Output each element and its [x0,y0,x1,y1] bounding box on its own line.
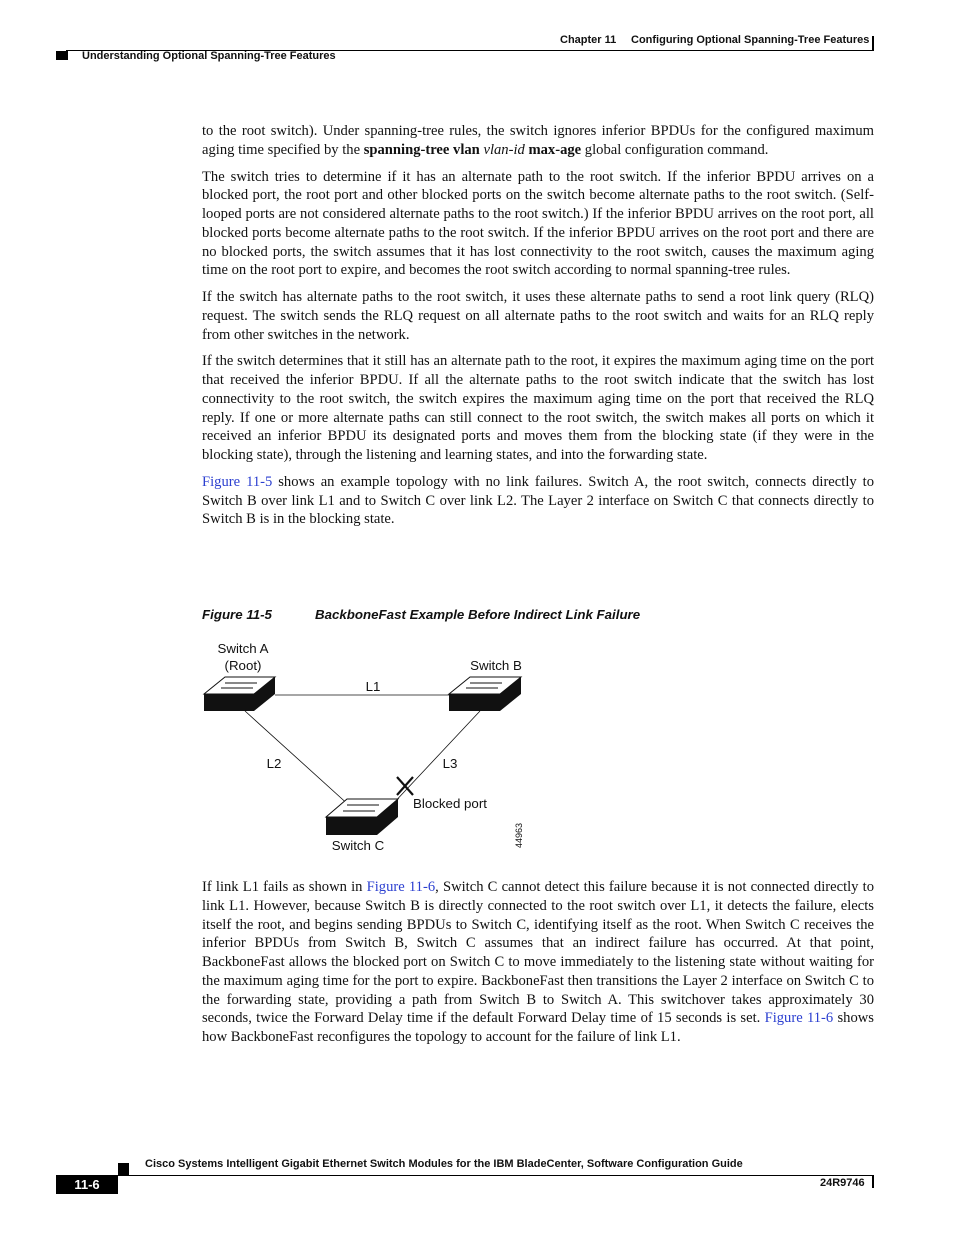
command-keyword: spanning-tree vlan [363,141,480,158]
document-number: 24R9746 [820,1177,865,1189]
page-number: 11-6 [56,1175,118,1194]
switch-a-icon [204,677,275,711]
paragraph-1 [202,122,874,160]
paragraph-6 [202,878,874,1047]
figure-link[interactable]: Figure 11-5 [202,473,273,490]
paragraph-4: If the switch determines that it still has an alternate path to the root, it expires the maximum aging time on the port that received the inferior BPDU. If all the alternate paths to the root switch indicate that the switch has lost connectivity to the root switch, the switch expires the maximum aging time on the port that received the RLQ reply. If one or more alternate paths can still connect to the root switch, the switch makes all ports on which it received an inferior BPDU its designated ports and moves them from the blocking state (if they were in the blocking state), through the listening and learning states, and into the forwarding state. [202,353,874,463]
paragraph-6-text-mid: , Switch C cannot detect this failure because it is not connected directly to link L1. However, because Switch B is directly connected to the root switch over L1, it detects the failure, elects itself the root, and begins sending BPDUs to Switch C, identifying itself as the root. When Switch C receives the inferior BPDUs from Switch B, Switch C assumes that an indirect failure has occurred. At that point, BackboneFast allows the blocked port on Switch C to move immediately to the listening state without waiting for the maximum aging time for the port to expire. BackboneFast then transitions the Layer 2 interface on Switch C to the forwarding state, providing a path from Switch B to Switch A. This switchover takes approximately 30 seconds, twice the Forward Delay time if the default Forward Delay time of 15 seconds is set. [202,879,874,1027]
figure-title: BackboneFast Example Before Indirect Link Failure [315,607,641,622]
figure-link[interactable]: Figure 11-6 [366,879,436,895]
body-upper [202,122,874,537]
link-l3-line [390,711,480,807]
paragraph-3: If the switch has alternate paths to the root switch, it uses these alternate paths to send a root link query (RLQ) request. The switch sends the RLQ request on all alternate paths to the root switch and waits for an RLQ reply from other switches in the network. [202,289,874,343]
switch-c-label: Switch C [331,838,385,853]
figure-caption [202,607,640,622]
switch-a-root-label: (Root) [224,658,262,673]
blocked-port-x-icon [397,777,413,795]
header-rule-marker [872,36,874,51]
paragraph-5-text: shows an example topology with no link failures. Switch A, the root switch, connects directly to Switch B over link L1 and to Switch C over link L2. The Layer 2 interface on Switch C that connects directly to Switch B is in the blocking state. [202,473,874,528]
footer-block-marker [118,1163,129,1175]
topology-diagram [195,635,545,860]
footer-title: Cisco Systems Intelligent Gigabit Ethernet Switch Modules for the IBM BladeCenter, Software Configuration Guide [145,1158,743,1170]
switch-c-icon [326,799,398,835]
footer-rule [118,1175,874,1176]
switch-b-icon [449,677,521,711]
figure-art-id: 44963 [514,822,524,848]
figure-number: Figure 11-5 [202,607,272,622]
paragraph-6-text: If link L1 fails as shown in [202,879,367,895]
link-l2-label: L2 [266,756,282,771]
command-keyword: max-age [528,141,582,158]
paragraph-5 [202,473,874,529]
link-l1-label: L1 [365,679,381,694]
footer-rule-marker [872,1175,874,1188]
paragraph-2: The switch tries to determine if it has an alternate path to the root switch. If the inferior BPDU arrives on a blocked port, the root port and other blocked ports on the switch become alternate paths to the root switch. (Self-looped ports are not considered alternate paths to the root switch.) If the inferior BPDU arrives on the root port, all blocked ports become alternate paths to the root switch. If the inferior BPDU arrives on the root port and there are no blocked ports, the switch assumes that it has lost connectivity to the root switch, causes the maximum aging time on the root port to expire, and becomes the root switch according to normal spanning-tree rules. [202,168,874,279]
body-lower [202,878,874,1055]
paragraph-1-text: to the root switch). Under spanning-tree rules, the switch ignores inferior BPDUs for the configured maximum aging time specified by the [202,123,874,158]
figure-link[interactable]: Figure 11-6 [764,1010,834,1027]
header-section: Understanding Optional Spanning-Tree Features [82,50,336,62]
paragraph-6-text-end: shows how BackboneFast reconfigures the topology to account for the failure of link L1. [202,1010,874,1045]
switch-a-label: Switch A [217,641,269,656]
header-chapter-title: Configuring Optional Spanning-Tree Features [631,34,870,46]
blocked-port-label: Blocked port [413,796,487,811]
header-chapter: Chapter 11 [560,34,617,46]
link-l3-label: L3 [442,756,458,771]
command-argument: vlan-id [483,141,525,158]
header-block-marker [56,51,68,60]
paragraph-1-text-end: global configuration command. [581,141,769,158]
switch-b-label: Switch B [470,658,522,673]
